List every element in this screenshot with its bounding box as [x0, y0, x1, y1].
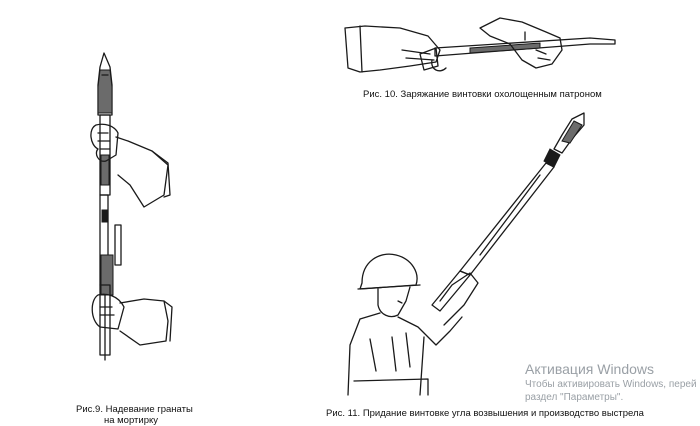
watermark-line2: раздел "Параметры". [525, 392, 624, 403]
figure-9-caption [76, 404, 193, 426]
figure-9-caption-line1: Рис.9. Надевание гранаты [76, 404, 193, 415]
watermark-title: Активация Windows [525, 361, 655, 377]
grenade [98, 53, 112, 115]
lower-hand [92, 294, 172, 345]
rifle-horizontal [420, 32, 615, 71]
soldier-body [348, 273, 478, 395]
windows-activation-watermark [525, 360, 697, 404]
figure-11-illustration [340, 105, 610, 400]
soldier-helmet [358, 254, 420, 289]
watermark-line1: Чтобы активировать Windows, перей [525, 379, 697, 390]
figure-10-caption: Рис. 10. Заряжание винтовки охолощенным патроном [363, 89, 602, 100]
left-hand [345, 26, 440, 72]
rifle-barrel [100, 115, 121, 360]
figure-11-caption: Рис. 11. Придание винтовке угла возвышения и производство выстрела [326, 408, 644, 419]
figure-10-illustration [340, 10, 620, 80]
soldier-face [378, 287, 410, 317]
grenade-top [544, 113, 584, 167]
figure-9-illustration [60, 45, 190, 365]
rifle-diagonal [432, 163, 554, 311]
figure-9-caption-line2: на мортирку [103, 415, 158, 426]
